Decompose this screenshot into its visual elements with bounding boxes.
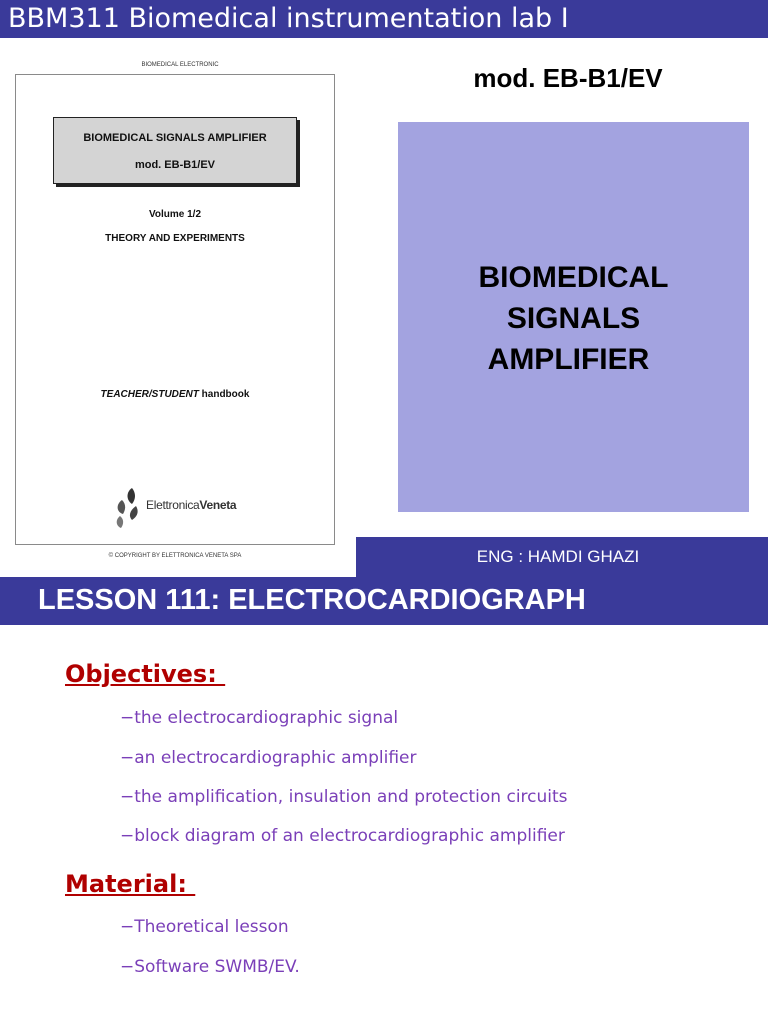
cover-top-label: BIOMEDICAL ELECTRONIC — [141, 62, 219, 68]
page-title: BBM311 Biomedical instrumentation lab I — [8, 3, 569, 34]
lesson-title: LESSON 111: ELECTROCARDIOGRAPH — [38, 584, 586, 616]
cover-copyright: © COPYRIGHT BY ELETTRONICA VENETA SPA — [108, 553, 242, 559]
logo-text-light: Elettronica — [146, 498, 200, 512]
objectives-heading: Objectives: — [65, 660, 226, 688]
material-item: −Software SWMB/EV. — [120, 957, 300, 977]
cover-handbook-label: handbook — [198, 389, 250, 400]
material-heading: Material: — [65, 870, 196, 898]
title-box-line-1: BIOMEDICAL — [478, 261, 669, 294]
objective-item: −block diagram of an electrocardiographic amplifier — [120, 826, 565, 846]
logo-text-bold: Veneta — [199, 498, 237, 512]
objective-item: −the electrocardiographic signal — [120, 708, 399, 728]
cover-subtitle: THEORY AND EXPERIMENTS — [105, 233, 245, 244]
objective-item: −an electrocardiographic amplifier — [120, 748, 417, 768]
title-box-line-2: SIGNALS — [506, 302, 641, 335]
cover-title-box — [53, 117, 297, 184]
cover-handbook-audience: TEACHER/STUDENT — [100, 389, 199, 400]
cover-handbook — [15, 389, 335, 400]
objective-item: −the amplification, insulation and protection circuits — [120, 787, 568, 807]
elettronica-veneta-logo-icon — [112, 486, 148, 530]
cover-logo-text — [146, 498, 236, 512]
cover-box-title: BIOMEDICAL SIGNALS AMPLIFIER — [83, 132, 267, 144]
title-box-line-3: AMPLIFIER — [487, 343, 650, 376]
cover-volume: Volume 1/2 — [148, 209, 202, 220]
author-name: ENG : HAMDI GHAZI — [476, 547, 640, 566]
model-label: mod. EB-B1/EV — [473, 63, 663, 93]
cover-box-model: mod. EB-B1/EV — [134, 159, 216, 171]
material-item: −Theoretical lesson — [120, 917, 289, 937]
